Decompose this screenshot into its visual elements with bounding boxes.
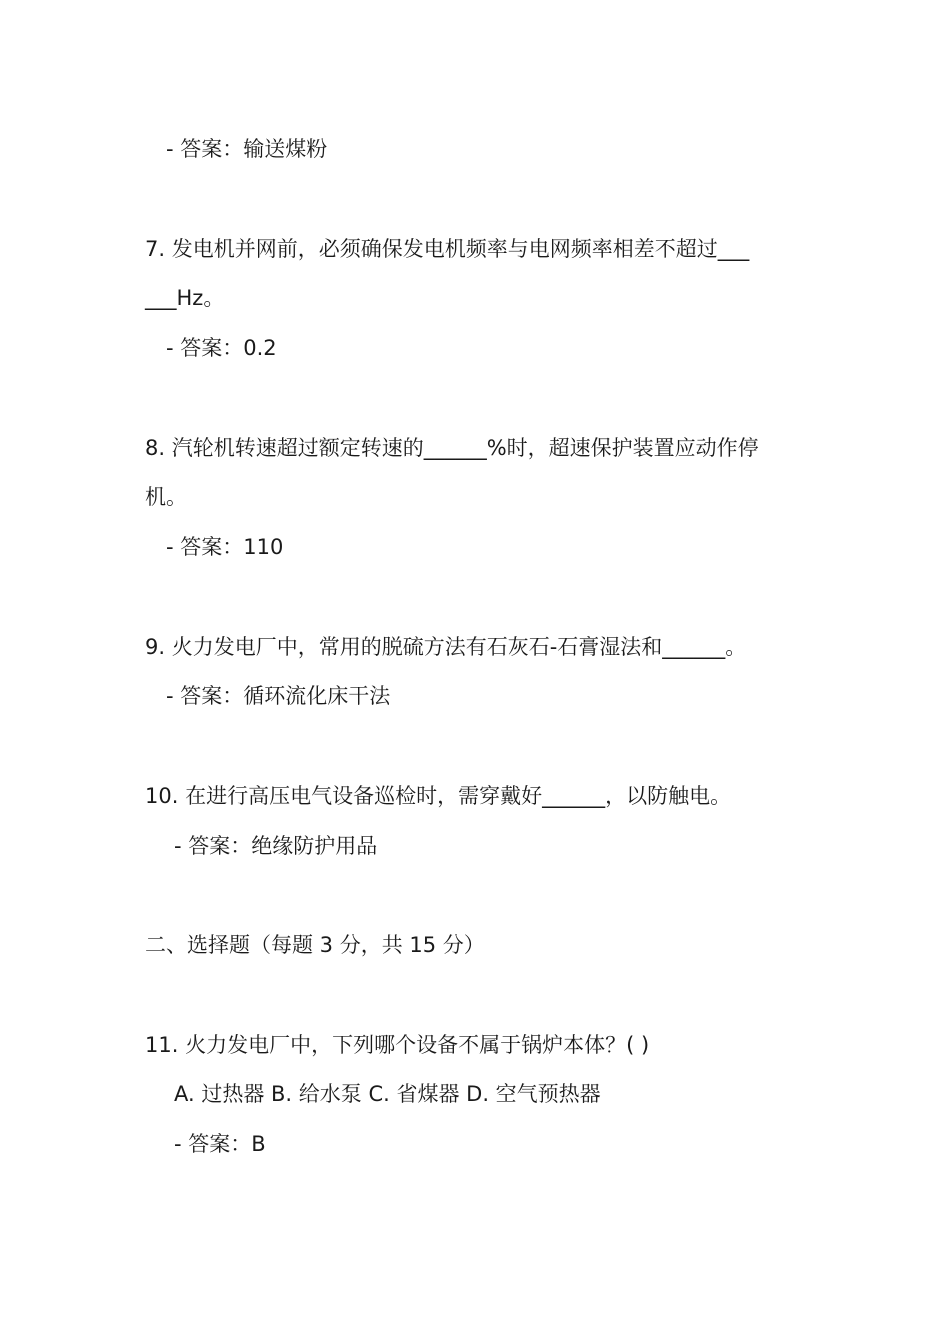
question-text-continued: ___Hz。 xyxy=(145,286,225,310)
answer-line: - 答案：绝缘防护用品 xyxy=(174,834,378,858)
answer-line: - 答案：110 xyxy=(166,535,284,559)
question-text: 7. 发电机并网前，必须确保发电机频率与电网频率相差不超过___ xyxy=(145,237,750,261)
question-text-continued: 机。 xyxy=(145,485,187,509)
answer-line: - 答案：输送煤粉 xyxy=(166,137,328,161)
question-text: 8. 汽轮机转速超过额定转速的______%时，超速保护装置应动作停 xyxy=(145,436,759,460)
answer-line: - 答案：0.2 xyxy=(166,336,277,360)
question-text: 11. 火力发电厂中，下列哪个设备不属于锅炉本体？( ) xyxy=(145,1033,650,1057)
answer-line: - 答案：循环流化床干法 xyxy=(166,684,391,708)
answer-line: - 答案：B xyxy=(174,1132,266,1156)
question-text: 9. 火力发电厂中，常用的脱硫方法有石灰石-石膏湿法和______。 xyxy=(145,635,747,659)
choice-options: A. 过热器 B. 给水泵 C. 省煤器 D. 空气预热器 xyxy=(174,1082,601,1106)
section-heading: 二、选择题（每题 3 分，共 15 分） xyxy=(145,933,485,957)
question-text: 10. 在进行高压电气设备巡检时，需穿戴好______，以防触电。 xyxy=(145,784,732,808)
